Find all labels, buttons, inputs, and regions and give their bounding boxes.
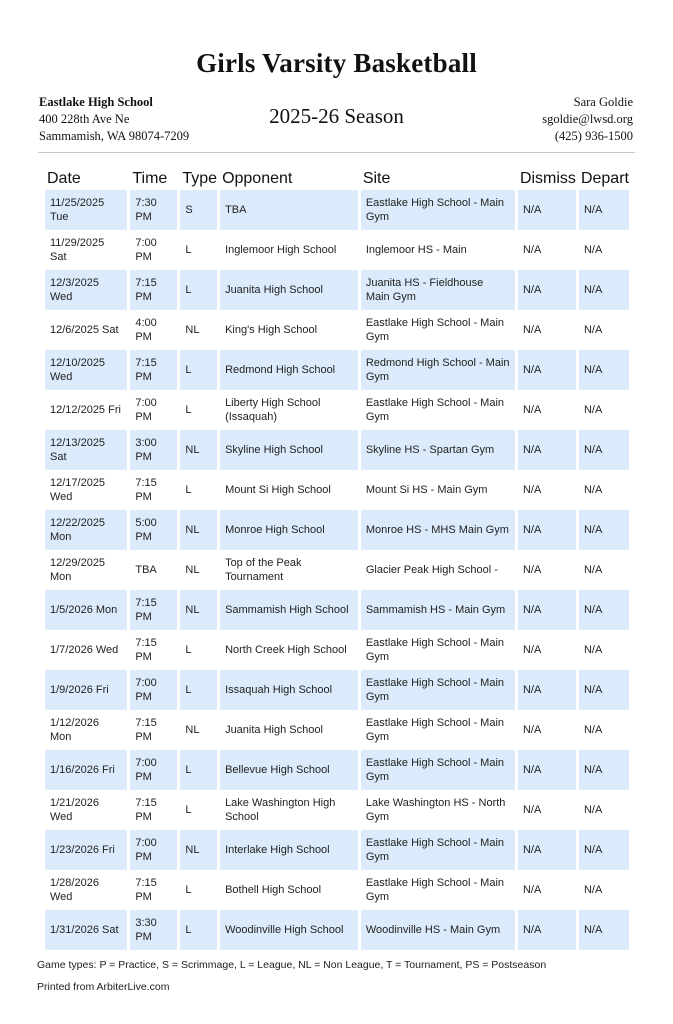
table-row <box>45 350 629 390</box>
cell-opponent: Skyline High School <box>220 430 358 470</box>
cell-opponent: Top of the Peak Tournament <box>225 557 302 583</box>
cell-dismiss: N/A <box>518 270 576 310</box>
table-row <box>45 390 629 430</box>
cell-site: Inglemoor HS - Main <box>365 244 467 256</box>
cell-time: 7:00 PM <box>135 397 157 423</box>
cell-dismiss: N/A <box>518 750 576 790</box>
cell-time: 7:15 PM <box>135 717 157 743</box>
cell-time: 7:00 PM <box>130 830 177 870</box>
cell-type: L <box>185 244 192 256</box>
cell-date: 11/25/2025 Tue <box>45 190 127 230</box>
cell-opponent: King's High School <box>225 324 318 336</box>
cell-depart: N/A <box>579 430 629 470</box>
cell-depart: N/A <box>579 590 629 630</box>
table-row <box>45 750 629 790</box>
season-label: 2025-26 Season <box>269 104 404 128</box>
cell-site: Eastlake High School - Main Gym <box>365 877 505 903</box>
cell-dismiss: N/A <box>518 670 576 710</box>
contact-name: Sara Goldie <box>573 95 633 109</box>
cell-dismiss: N/A <box>518 350 576 390</box>
cell-type: NL <box>180 590 217 630</box>
cell-time: 7:00 PM <box>135 237 157 263</box>
cell-dismiss: N/A <box>522 644 542 656</box>
cell-date: 12/29/2025 Mon <box>50 557 106 583</box>
cell-site: Eastlake High School - Main Gym <box>365 397 505 423</box>
cell-site: Lake Washington HS - North Gym <box>365 797 506 823</box>
column-header-type: Type <box>182 170 218 187</box>
cell-type: NL <box>185 324 200 336</box>
table-row <box>45 190 629 230</box>
cell-depart: N/A <box>579 350 629 390</box>
cell-type: NL <box>185 724 200 736</box>
cell-opponent: Juanita High School <box>220 270 358 310</box>
cell-site: Eastlake High School - Main Gym <box>365 637 505 663</box>
printed-from-note: Printed from ArbiterLive.com <box>37 981 170 993</box>
cell-depart: N/A <box>583 724 603 736</box>
contact-phone: (425) 936-1500 <box>554 129 633 143</box>
cell-depart: N/A <box>583 484 603 496</box>
cell-site: Skyline HS - Spartan Gym <box>361 430 515 470</box>
cell-type: L <box>185 804 192 816</box>
cell-time: 4:00 PM <box>135 317 157 343</box>
cell-depart: N/A <box>579 510 629 550</box>
cell-site: Eastlake High School - Main Gym <box>361 670 515 710</box>
cell-time: 3:00 PM <box>130 430 177 470</box>
column-header-date: Date <box>47 170 81 187</box>
cell-date: 12/10/2025 Wed <box>45 350 127 390</box>
cell-time: TBA <box>135 564 157 576</box>
cell-time: 7:15 PM <box>135 477 157 503</box>
table-row <box>45 870 629 910</box>
cell-site: Mount Si HS - Main Gym <box>365 484 488 496</box>
schedule-table <box>42 168 632 950</box>
cell-site: Redmond High School - Main Gym <box>361 350 515 390</box>
cell-site: Eastlake High School - Main Gym <box>365 317 505 343</box>
cell-opponent: Bothell High School <box>225 884 322 896</box>
cell-type: L <box>185 484 192 496</box>
table-row <box>45 270 629 310</box>
cell-depart: N/A <box>583 644 603 656</box>
cell-date: 1/7/2026 Wed <box>50 644 119 656</box>
cell-site: Eastlake High School - Main Gym <box>361 750 515 790</box>
cell-type: L <box>180 270 217 310</box>
table-row <box>45 230 629 270</box>
cell-dismiss: N/A <box>522 884 542 896</box>
cell-type: L <box>185 644 192 656</box>
cell-site: Sammamish HS - Main Gym <box>361 590 515 630</box>
cell-site: Monroe HS - MHS Main Gym <box>361 510 515 550</box>
cell-dismiss: N/A <box>518 510 576 550</box>
cell-time: 5:00 PM <box>130 510 177 550</box>
cell-type: L <box>180 910 217 950</box>
column-header-time: Time <box>132 170 168 187</box>
cell-site: Glacier Peak High School - <box>365 564 498 576</box>
cell-dismiss: N/A <box>522 724 542 736</box>
cell-opponent: Bellevue High School <box>220 750 358 790</box>
cell-date: 12/17/2025 Wed <box>50 477 106 503</box>
column-header-opponent: Opponent <box>222 170 293 187</box>
cell-time: 7:00 PM <box>130 670 177 710</box>
cell-type: NL <box>180 830 217 870</box>
table-row <box>45 830 629 870</box>
cell-date: 11/29/2025 Sat <box>50 237 105 263</box>
cell-dismiss: N/A <box>522 324 542 336</box>
cell-site: Eastlake High School - Main Gym <box>361 830 515 870</box>
cell-type: L <box>185 404 192 416</box>
table-row <box>45 550 629 590</box>
cell-date: 1/5/2026 Mon <box>45 590 127 630</box>
cell-opponent: Sammamish High School <box>220 590 358 630</box>
cell-opponent: Issaquah High School <box>220 670 358 710</box>
cell-dismiss: N/A <box>518 830 576 870</box>
cell-site: Woodinville HS - Main Gym <box>361 910 515 950</box>
cell-opponent: Interlake High School <box>220 830 358 870</box>
cell-opponent: Inglemoor High School <box>225 244 337 256</box>
table-row <box>45 710 629 750</box>
page-title: Girls Varsity Basketball <box>196 48 477 78</box>
table-row <box>45 430 629 470</box>
cell-time: 7:00 PM <box>130 750 177 790</box>
table-row <box>45 670 629 710</box>
cell-depart: N/A <box>579 910 629 950</box>
cell-time: 7:15 PM <box>130 350 177 390</box>
cell-time: 7:15 PM <box>135 637 157 663</box>
cell-dismiss: N/A <box>522 244 542 256</box>
cell-dismiss: N/A <box>522 804 542 816</box>
cell-type: L <box>180 750 217 790</box>
cell-date: 12/6/2025 Sat <box>50 324 119 336</box>
school-address-line2: Sammamish, WA 98074-7209 <box>39 129 190 143</box>
cell-date: 1/31/2026 Sat <box>45 910 127 950</box>
cell-time: 3:30 PM <box>130 910 177 950</box>
cell-depart: N/A <box>579 830 629 870</box>
cell-time: 7:15 PM <box>135 797 157 823</box>
cell-type: NL <box>185 564 200 576</box>
cell-date: 12/3/2025 Wed <box>45 270 127 310</box>
cell-depart: N/A <box>583 244 603 256</box>
table-row <box>45 630 629 670</box>
cell-date: 1/12/2026 Mon <box>50 717 99 743</box>
column-header-site: Site <box>362 170 391 187</box>
cell-depart: N/A <box>583 324 603 336</box>
contact-info <box>542 94 633 145</box>
cell-site: Eastlake High School - Main Gym <box>361 190 515 230</box>
contact-email: sgoldie@lwsd.org <box>542 112 633 126</box>
cell-opponent: Juanita High School <box>225 724 323 736</box>
cell-date: 1/21/2026 Wed <box>50 797 99 823</box>
cell-time: 7:15 PM <box>135 877 157 903</box>
column-header-depart: Depart <box>580 170 629 187</box>
table-header-row <box>45 168 629 190</box>
game-types-legend: Game types: P = Practice, S = Scrimmage, L = League, NL = Non League, T = Tournament, PS = Postseason <box>37 959 547 971</box>
cell-depart: N/A <box>583 564 603 576</box>
cell-depart: N/A <box>583 404 603 416</box>
table-row <box>45 510 629 550</box>
cell-dismiss: N/A <box>522 484 542 496</box>
table-row <box>45 790 629 830</box>
cell-site: Juanita HS - Fieldhouse Main Gym <box>361 270 515 310</box>
cell-depart: N/A <box>583 804 603 816</box>
cell-dismiss: N/A <box>522 564 542 576</box>
cell-opponent: Monroe High School <box>220 510 358 550</box>
cell-date: 12/22/2025 Mon <box>45 510 127 550</box>
cell-date: 1/16/2026 Fri <box>45 750 127 790</box>
school-name: Eastlake High School <box>39 95 153 109</box>
table-row <box>45 910 629 950</box>
cell-opponent: Woodinville High School <box>220 910 358 950</box>
cell-opponent: North Creek High School <box>225 644 347 656</box>
cell-depart: N/A <box>579 270 629 310</box>
cell-depart: N/A <box>583 884 603 896</box>
cell-opponent: Mount Si High School <box>225 484 331 496</box>
cell-dismiss: N/A <box>522 404 542 416</box>
cell-dismiss: N/A <box>518 430 576 470</box>
table-row <box>45 470 629 510</box>
cell-opponent: Lake Washington High School <box>225 797 336 823</box>
cell-dismiss: N/A <box>518 590 576 630</box>
cell-date: 1/9/2026 Fri <box>45 670 127 710</box>
cell-depart: N/A <box>579 670 629 710</box>
cell-type: NL <box>180 430 217 470</box>
cell-site: Eastlake High School - Main Gym <box>365 717 505 743</box>
cell-dismiss: N/A <box>518 910 576 950</box>
table-row <box>45 310 629 350</box>
cell-type: L <box>180 670 217 710</box>
cell-type: S <box>180 190 217 230</box>
column-header-dismiss: Dismiss <box>519 170 576 187</box>
cell-opponent: TBA <box>220 190 358 230</box>
header-divider <box>38 152 635 153</box>
cell-type: L <box>180 350 217 390</box>
cell-dismiss: N/A <box>518 190 576 230</box>
cell-depart: N/A <box>579 190 629 230</box>
cell-date: 1/28/2026 Wed <box>50 877 99 903</box>
cell-time: 7:15 PM <box>130 590 177 630</box>
cell-date: 12/12/2025 Fri <box>50 404 121 416</box>
cell-opponent: Liberty High School (Issaquah) <box>225 397 321 423</box>
school-address-line1: 400 228th Ave Ne <box>39 112 130 126</box>
cell-opponent: Redmond High School <box>220 350 358 390</box>
cell-type: NL <box>180 510 217 550</box>
cell-date: 12/13/2025 Sat <box>45 430 127 470</box>
cell-type: L <box>185 884 192 896</box>
cell-depart: N/A <box>579 750 629 790</box>
cell-time: 7:15 PM <box>130 270 177 310</box>
cell-date: 1/23/2026 Fri <box>45 830 127 870</box>
table-row <box>45 590 629 630</box>
cell-time: 7:30 PM <box>130 190 177 230</box>
